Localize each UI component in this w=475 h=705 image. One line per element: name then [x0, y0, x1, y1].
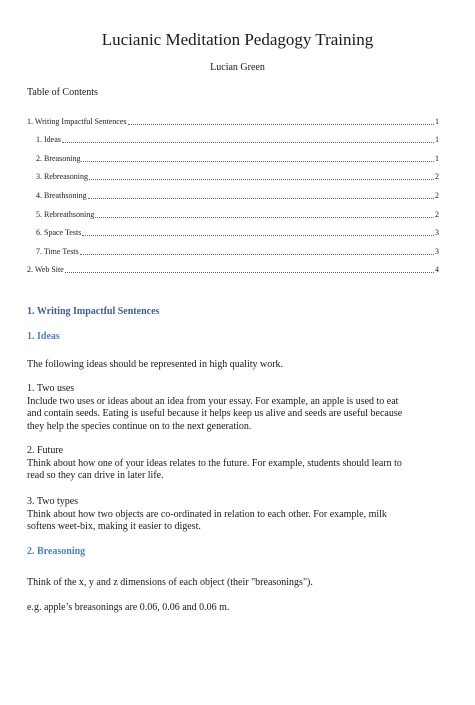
section-heading: 1. Writing Impactful Sentences — [27, 306, 160, 317]
toc-entry-label: 4. Breathsoning — [36, 190, 87, 200]
item-1-title: 1. Two uses — [27, 383, 75, 394]
toc-leader-dots — [89, 178, 434, 180]
table-of-contents — [27, 108, 439, 275]
ideas-intro: The following ideas should be represented in high quality work. — [27, 359, 284, 370]
toc-leader-dots — [81, 160, 434, 162]
toc-entry[interactable] — [27, 145, 439, 164]
toc-leader-dots — [95, 216, 434, 218]
toc-entry-label: 7. Time Tests — [36, 246, 79, 256]
item-3-line: softens weet-bix, making it easier to digest. — [27, 521, 201, 532]
toc-entry-page: 2 — [435, 190, 439, 200]
item-2-line: Think about how one of your ideas relates to the future. For example, students should learn to — [27, 457, 402, 469]
ideas-heading: 1. Ideas — [27, 331, 60, 342]
toc-entry-label: 6. Space Tests — [36, 228, 82, 238]
toc-entry[interactable] — [27, 164, 439, 183]
document-author: Lucian Green — [210, 62, 265, 73]
toc-entry[interactable] — [27, 257, 439, 276]
toc-entry-page: 3 — [435, 246, 439, 256]
item-1-line: and contain seeds. Eating is useful because it helps keep us alive and seeds are useful because — [27, 408, 403, 419]
toc-leader-dots — [62, 141, 434, 143]
toc-entry-page: 2 — [435, 172, 439, 182]
toc-leader-dots — [65, 271, 434, 273]
toc-entry[interactable] — [27, 238, 439, 257]
item-2-line: read so they can drive in later life. — [27, 470, 164, 481]
toc-entry-page: 3 — [435, 228, 439, 238]
toc-entry-page: 4 — [435, 265, 439, 275]
toc-entry-label: 2. Web Site — [27, 265, 64, 275]
toc-heading: Table of Contents — [27, 87, 98, 98]
toc-entry-label: 3. Rebreasoning — [36, 172, 88, 182]
breasoning-example: e.g. apple’s breasonings are 0.06, 0.06 and 0.06 m. — [27, 602, 230, 613]
toc-entry-label: 2. Breasoning — [36, 153, 81, 163]
item-3-line: Think about how two objects are co-ordinated in relation to each other. For example, milk — [27, 508, 387, 520]
document-title: Lucianic Meditation Pedagogy Training — [101, 30, 374, 49]
toc-leader-dots — [82, 234, 434, 236]
toc-entry[interactable] — [27, 127, 439, 146]
toc-entry[interactable] — [27, 182, 439, 201]
toc-entry[interactable] — [27, 220, 439, 239]
toc-entry-page: 2 — [435, 209, 439, 219]
item-1-line: Include two uses or ideas about an idea from your essay. For example, an apple is used to eat — [27, 395, 399, 407]
toc-entry[interactable] — [27, 108, 439, 127]
toc-entry-label: 5. Rebreathsoning — [36, 209, 95, 219]
item-2-title: 2. Future — [27, 445, 64, 456]
toc-entry[interactable] — [27, 201, 439, 220]
toc-entry-page: 1 — [435, 135, 439, 145]
toc-leader-dots — [88, 197, 434, 199]
toc-leader-dots — [80, 253, 434, 255]
item-1-line: they help the species continue on to the next generation. — [27, 420, 252, 432]
toc-entry-label: 1. Ideas — [36, 135, 61, 145]
toc-leader-dots — [128, 123, 434, 125]
toc-entry-page: 1 — [435, 116, 439, 126]
toc-entry-page: 1 — [435, 153, 439, 163]
toc-entry-label: 1. Writing Impactful Sentences — [27, 116, 127, 126]
breasoning-paragraph: Think of the x, y and z dimensions of each object (their "breasonings"). — [27, 577, 313, 588]
breasoning-heading: 2. Breasoning — [27, 546, 86, 557]
item-3-title: 3. Two types — [27, 496, 79, 507]
